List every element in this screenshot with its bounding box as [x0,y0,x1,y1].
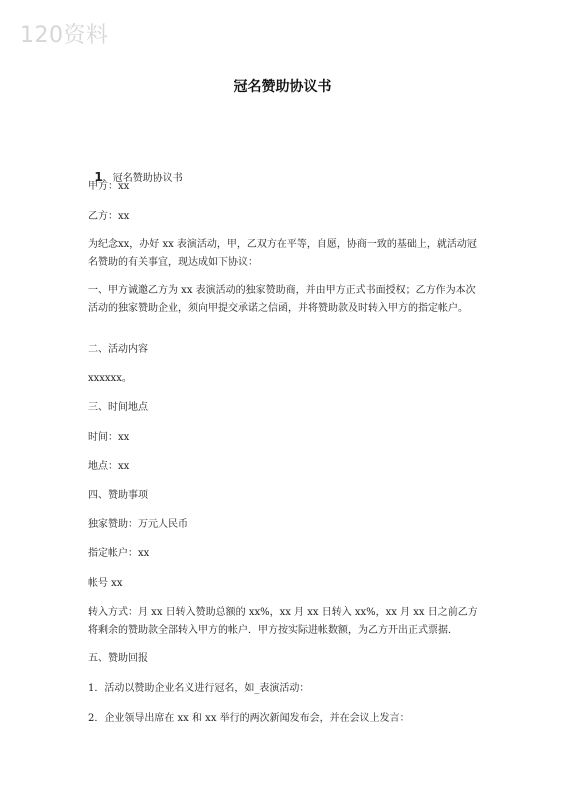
document-title: 冠名赞助协议书 [233,79,332,95]
watermark-logo: 120资料 [20,23,109,48]
transfer-method-paragraph: 转入方式：月 xx 日转入赞助总额的 xx%，xx 月 xx 日转入 xx%，xx 月 xx 日之前乙方将剩余的赞助款全部转入甲方的帐户．甲方按实际进帐数额，为乙方开出正式票据． [88,607,478,636]
intro-paragraph: 为纪念xx，办好 xx 表演活动，甲，乙双方在平等，自愿，协商一致的基础上，就活动冠名赞助的有关事宜，现达成如下协议： [88,239,477,268]
clause-5-title: 五、赞助回报 [88,653,148,664]
party-a: 甲方：xx [88,181,130,192]
section-number: 1 [94,170,103,184]
section-separator: 、 [102,173,113,184]
time-field: 时间：xx [88,432,130,443]
account-number: 帐号 xx [88,578,123,589]
clause-3-title: 三、时间地点 [88,402,148,413]
clause-4-title: 四、赞助事项 [88,490,148,501]
clause-1-paragraph: 一、甲方诚邀乙方为 xx 表演活动的独家赞助商，并由甲方正式书面授权；乙方作为本次活动的独家赞助企业，须向甲提交承诺之信函，并将赞助款及时转入甲方的指定帐户。 [88,285,476,314]
return-item-2: 2．企业领导出席在 xx 和 xx 举行的两次新闻发布会，并在会议上发言： [88,713,410,724]
section-heading-text: 冠名赞助协议书 [112,173,183,184]
party-b: 乙方：xx [88,211,130,222]
clause-2-body: xxxxxx。 [88,373,132,384]
exclusive-sponsorship: 独家赞助：万元人民币 [88,519,188,530]
return-item-1: 1．活动以赞助企业名义进行冠名，如_表演活动： [88,683,310,694]
place-field: 地点：xx [88,461,130,472]
designated-account: 指定帐户：xx [88,548,150,559]
clause-2-title: 二、活动内容 [88,344,148,355]
